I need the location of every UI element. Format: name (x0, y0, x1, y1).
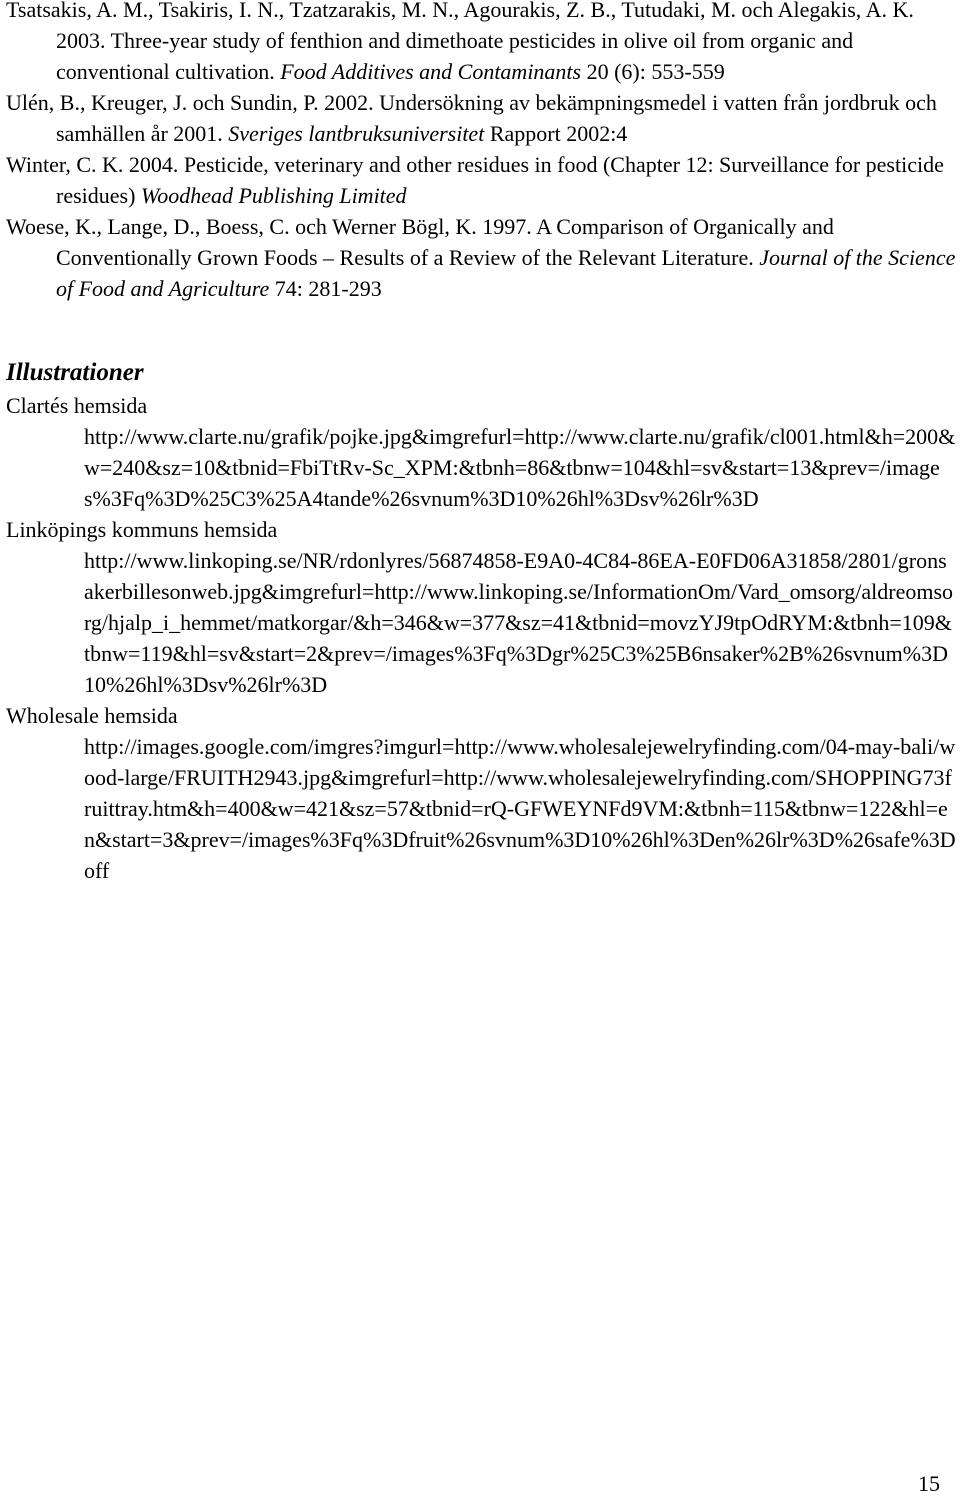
source-url: http://www.clarte.nu/grafik/pojke.jpg&imgrefurl=http://www.clarte.nu/grafik/cl001.html&h=200&w=240&sz=10&tbnid=FbiTtRv-Sc_XPM:&tbnh=86&tbnw=104&hl=sv&start=13&prev=/images%3Fq%3D%25C3%25A4tande%26svnum%3D10%26hl%3Dsv%26lr%3D (84, 424, 956, 511)
reference-entry (6, 149, 956, 211)
source-label: Clartés hemsida (6, 393, 148, 418)
reference-journal: Sveriges lantbruksuniversitet (228, 121, 485, 146)
reference-entry (6, 87, 956, 149)
reference-citation: Rapport 2002:4 (484, 121, 628, 146)
reference-journal: Woodhead Publishing Limited (140, 183, 407, 208)
document-page (6, 0, 956, 886)
reference-journal: Journal of the Science of Food and Agriculture (56, 245, 956, 301)
source-url: http://images.google.com/imgres?imgurl=http://www.wholesalejewelryfinding.com/04-may-bali/wood-large/FRUITH2943.jpg&imgrefurl=http://www.wholesalejewelryfinding.com/SHOPPING73fruittray.htm&h=400&w=421&sz=57&tbnid=rQ-GFWEYNFd9VM:&tbnh=115&tbnw=122&hl=en&start=3&prev=/images%3Fq%3Dfruit%26svnum%3D10%26hl%3Den%26lr%3D%26safe%3Doff (84, 734, 956, 883)
reference-entry (6, 211, 956, 304)
source-label: Wholesale hemsida (6, 703, 178, 728)
reference-text: Winter, C. K. 2004. Pesticide, veterinary and other residues in food (Chapter 12: Surveillance for pesticide residues) (6, 152, 944, 208)
section-heading: Illustrationer (6, 359, 144, 386)
reference-text: Woese, K., Lange, D., Boess, C. och Werner Bögl, K. 1997. A Comparison of Organically and Conventionally Grown Foods – Results of a Review of the Relevant Literature. (6, 214, 834, 270)
page-number: 15 (918, 1471, 940, 1496)
reference-text: Ulén, B., Kreuger, J. och Sundin, P. 2002. Undersökning av bekämpningsmedel i vatten från jordbruk och samhällen år 2001. (6, 90, 937, 146)
reference-entry (6, 0, 956, 87)
reference-citation: 74: 281-293 (269, 276, 382, 301)
source-label: Linköpings kommuns hemsida (6, 517, 278, 542)
reference-citation: 20 (6): 553-559 (581, 59, 725, 84)
reference-journal: Food Additives and Contaminants (280, 59, 582, 84)
source-url: http://www.linkoping.se/NR/rdonlyres/56874858-E9A0-4C84-86EA-E0FD06A31858/2801/gronsakerbillesonweb.jpg&imgrefurl=http://www.linkoping.se/InformationOm/Vard_omsorg/aldreomsorg/hjalp_i_hemmet/matkorgar/&h=346&w=377&sz=41&tbnid=movzYJ9tpOdRYM:&tbnh=109&tbnw=119&hl=sv&start=2&prev=/images%3Fq%3Dgr%25C3%25B6nsaker%2B%26svnum%3D10%26hl%3Dsv%26lr%3D (84, 548, 954, 697)
reference-text: Tsatsakis, A. M., Tsakiris, I. N., Tzatzarakis, M. N., Agourakis, Z. B., Tutudaki, M. och Alegakis, A. K. 2003. Three-year study of fenthion and dimethoate pesticides in olive oil from organic and conventional cultivation. (6, 0, 914, 84)
